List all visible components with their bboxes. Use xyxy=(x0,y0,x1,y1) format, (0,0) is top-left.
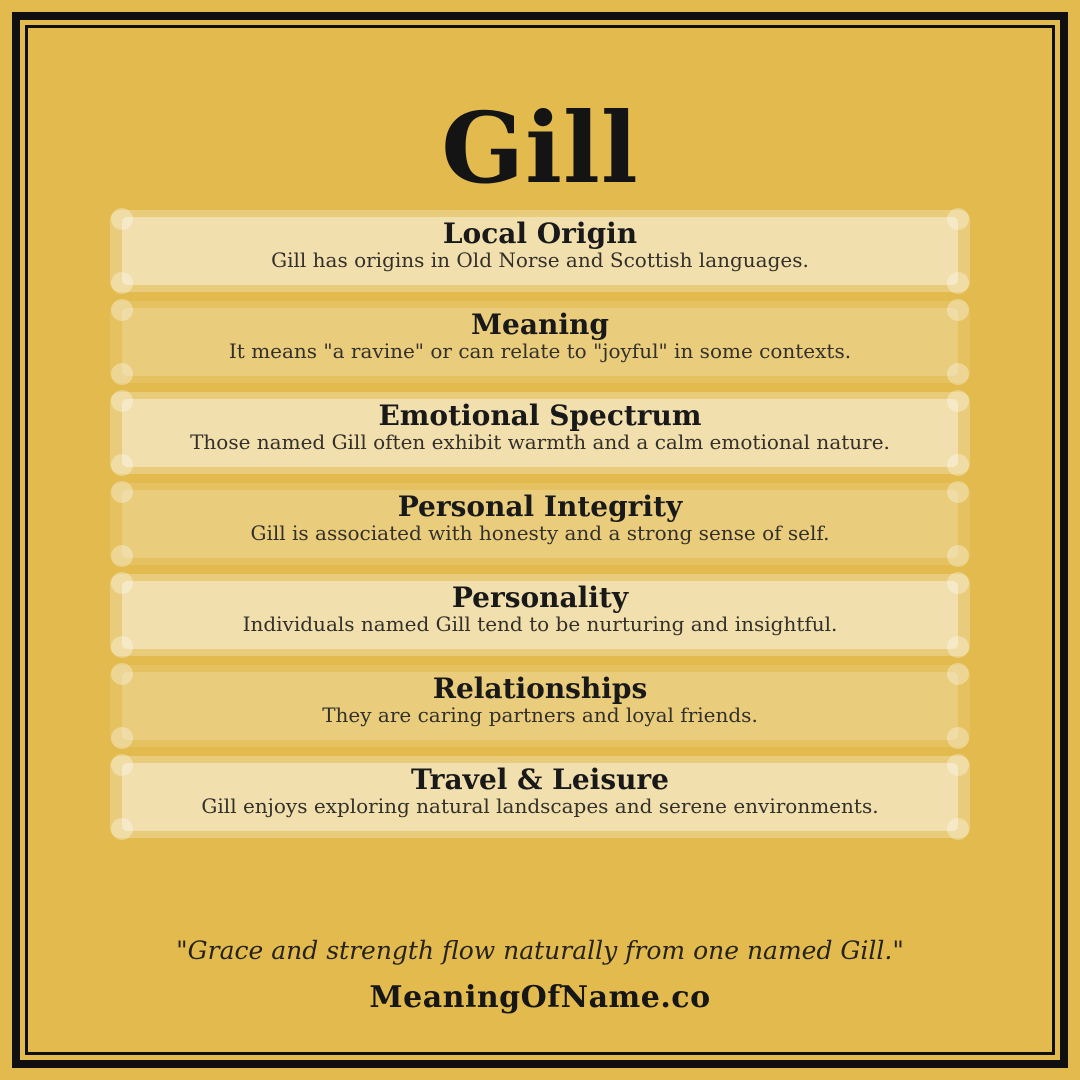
attribute-card xyxy=(110,210,970,292)
card-description: They are caring partners and loyal friends. xyxy=(322,703,758,727)
attribute-card xyxy=(110,483,970,565)
card-heading: Travel & Leisure xyxy=(410,763,669,796)
corner-rivet-icon xyxy=(111,663,133,685)
corner-rivet-icon xyxy=(111,818,133,840)
attribute-card-panel xyxy=(122,672,958,740)
corner-rivet-icon xyxy=(947,572,969,594)
corner-rivet-icon xyxy=(947,636,969,658)
corner-rivet-icon xyxy=(111,727,133,749)
attribute-card xyxy=(110,756,970,838)
attribute-card-panel xyxy=(122,490,958,558)
attribute-card-panel xyxy=(122,217,958,285)
brand-text: MeaningOfName.co xyxy=(369,980,711,1015)
corner-rivet-icon xyxy=(947,363,969,385)
card-description: Those named Gill often exhibit warmth and a calm emotional nature. xyxy=(190,430,890,454)
corner-rivet-icon xyxy=(111,754,133,776)
attribute-card-panel xyxy=(122,581,958,649)
card-description: Individuals named Gill tend to be nurturing and insightful. xyxy=(242,612,838,636)
attribute-card xyxy=(110,301,970,383)
corner-rivet-icon xyxy=(111,545,133,567)
attribute-card xyxy=(110,665,970,747)
card-heading: Local Origin xyxy=(442,217,638,250)
card-description: Gill enjoys exploring natural landscapes and serene environments. xyxy=(201,794,879,818)
attribute-card xyxy=(110,392,970,474)
corner-rivet-icon xyxy=(111,636,133,658)
card-heading: Relationships xyxy=(432,672,648,705)
corner-rivet-icon xyxy=(111,481,133,503)
card-heading: Meaning xyxy=(471,308,609,341)
corner-rivet-icon xyxy=(947,663,969,685)
corner-rivet-icon xyxy=(947,272,969,294)
corner-rivet-icon xyxy=(111,299,133,321)
corner-rivet-icon xyxy=(111,272,133,294)
corner-rivet-icon xyxy=(947,727,969,749)
attribute-card-panel xyxy=(122,763,958,831)
corner-rivet-icon xyxy=(111,454,133,476)
name-title: Gill xyxy=(441,90,639,205)
attribute-cards-list xyxy=(110,210,970,847)
corner-rivet-icon xyxy=(947,818,969,840)
corner-rivet-icon xyxy=(947,481,969,503)
card-heading: Personal Integrity xyxy=(397,490,683,523)
attribute-card-panel xyxy=(122,308,958,376)
card-description: Gill has origins in Old Norse and Scottish languages. xyxy=(271,248,809,272)
corner-rivet-icon xyxy=(111,208,133,230)
corner-rivet-icon xyxy=(947,754,969,776)
corner-rivet-icon xyxy=(947,390,969,412)
corner-rivet-icon xyxy=(111,572,133,594)
corner-rivet-icon xyxy=(947,208,969,230)
attribute-card xyxy=(110,574,970,656)
corner-rivet-icon xyxy=(947,545,969,567)
card-description: It means "a ravine" or can relate to "joyful" in some contexts. xyxy=(228,339,852,363)
corner-rivet-icon xyxy=(111,390,133,412)
corner-rivet-icon xyxy=(111,363,133,385)
quote-text: "Grace and strength flow naturally from one named Gill." xyxy=(176,936,904,965)
attribute-card-panel xyxy=(122,399,958,467)
card-description: Gill is associated with honesty and a strong sense of self. xyxy=(250,521,830,545)
corner-rivet-icon xyxy=(947,299,969,321)
card-heading: Personality xyxy=(451,581,629,614)
corner-rivet-icon xyxy=(947,454,969,476)
card-heading: Emotional Spectrum xyxy=(378,399,702,432)
